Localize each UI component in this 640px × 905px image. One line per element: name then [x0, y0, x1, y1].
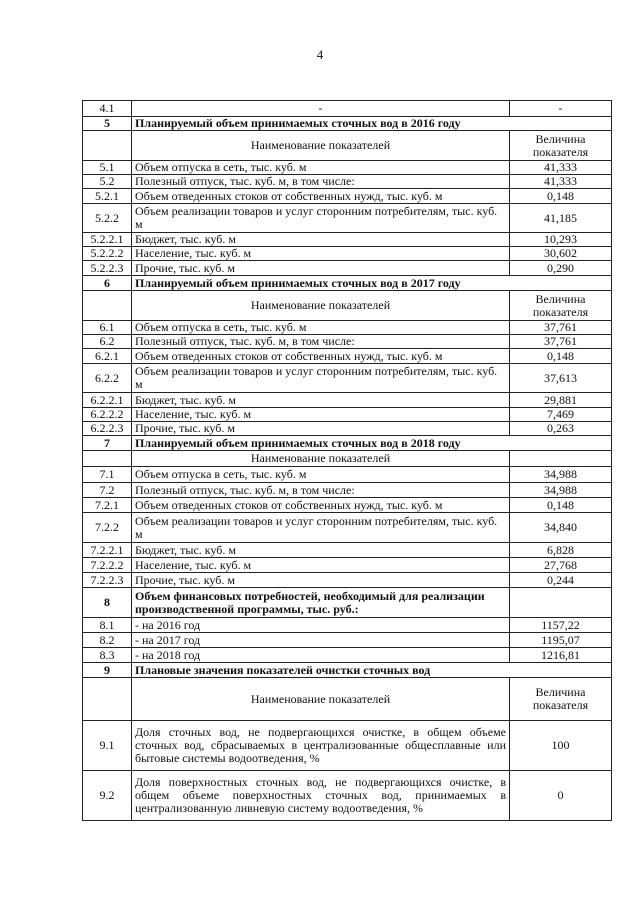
column-header-row [83, 131, 612, 161]
section-header-row [83, 436, 612, 451]
row-number: 5.1 [83, 161, 132, 175]
table-row [83, 335, 612, 349]
table-row [83, 498, 612, 513]
indicator-name: Объем отведенных стоков от собственных нужд, тыс. куб. м [132, 349, 510, 364]
table-row [83, 321, 612, 335]
row-number: 5.2.1 [83, 189, 132, 204]
section-title: Планируемый объем принимаемых сточных вод в 2016 году [132, 117, 612, 131]
indicator-name: Население, тыс. куб. м [132, 558, 510, 573]
row-number: 5.2.2.2 [83, 247, 132, 261]
indicator-value: 41,185 [510, 204, 612, 233]
table-row [83, 422, 612, 436]
indicator-value: 6,828 [510, 543, 612, 558]
indicator-name: Прочие, тыс. куб. м [132, 573, 510, 588]
indicator-name: Объем отведенных стоков от собственных нужд, тыс. куб. м [132, 189, 510, 204]
table-row [83, 204, 612, 233]
row-number: 9.1 [83, 721, 132, 771]
table-row [83, 233, 612, 247]
indicator-value: 41,333 [510, 175, 612, 189]
indicator-name: Доля сточных вод, не подвергающихся очистке, в общем объеме сточных вод, сбрасываемых в централизованные общесплавные или бытовые системы водоотведения, % [132, 721, 510, 771]
table-row [83, 771, 612, 821]
indicator-value: 37,761 [510, 321, 612, 335]
table-row [83, 175, 612, 189]
indicator-name: Прочие, тыс. куб. м [132, 261, 510, 276]
indicator-name: Доля поверхностных сточных вод, не подвергающихся очистке, в общем объеме поверхностных сточных вод, принимаемых в централизованную ливневую систему водоотведения, % [132, 771, 510, 821]
indicator-name: Население, тыс. куб. м [132, 247, 510, 261]
indicator-name: - [132, 101, 510, 117]
indicator-value: 0,244 [510, 573, 612, 588]
indicator-value-header: Величина показателя [510, 678, 612, 721]
indicator-name: - на 2017 год [132, 633, 510, 648]
indicator-value: 37,761 [510, 335, 612, 349]
row-number: 6.2.2 [83, 364, 132, 393]
indicator-value: 100 [510, 721, 612, 771]
row-number-cell [83, 131, 132, 161]
section-title: Планируемый объем принимаемых сточных вод в 2017 году [132, 276, 612, 291]
indicator-name-header: Наименование показателей [132, 291, 510, 321]
indicator-value: 0,148 [510, 349, 612, 364]
indicator-name: Объем отпуска в сеть, тыс. куб. м [132, 467, 510, 483]
row-number: 6.2.1 [83, 349, 132, 364]
table-row [83, 189, 612, 204]
indicator-name-header: Наименование показателей [132, 678, 510, 721]
indicator-name: Бюджет, тыс. куб. м [132, 393, 510, 408]
table-row [83, 721, 612, 771]
row-number: 7.2.2.1 [83, 543, 132, 558]
indicator-value: 34,988 [510, 483, 612, 498]
indicator-name: Объем реализации товаров и услуг сторонним потребителям, тыс. куб. м [132, 513, 510, 543]
table-row [83, 558, 612, 573]
indicator-name: - на 2018 год [132, 648, 510, 663]
table-row [83, 393, 612, 408]
indicator-name: Объем отпуска в сеть, тыс. куб. м [132, 161, 510, 175]
indicator-value: 34,840 [510, 513, 612, 543]
indicator-value: 0 [510, 771, 612, 821]
indicator-value-header [510, 451, 612, 467]
indicator-name: Объем отпуска в сеть, тыс. куб. м [132, 321, 510, 335]
section-title: Объем финансовых потребностей, необходимый для реализации производственной программы, тыс. руб.: [132, 588, 510, 618]
section-header-row [83, 117, 612, 131]
indicator-name: Бюджет, тыс. куб. м [132, 233, 510, 247]
indicator-value: 41,333 [510, 161, 612, 175]
indicator-value: 27,768 [510, 558, 612, 573]
section-header-row [83, 663, 612, 678]
indicator-value: 29,881 [510, 393, 612, 408]
table-row [83, 648, 612, 663]
row-number: 7.2.2.2 [83, 558, 132, 573]
indicator-value: 0,290 [510, 261, 612, 276]
column-header-row [83, 678, 612, 721]
section-number: 5 [83, 117, 132, 131]
indicator-value: 37,613 [510, 364, 612, 393]
table-row [83, 543, 612, 558]
section-number: 6 [83, 276, 132, 291]
section-header-row [83, 588, 612, 618]
indicator-name: Полезный отпуск, тыс. куб. м, в том числе: [132, 483, 510, 498]
indicator-name: Население, тыс. куб. м [132, 408, 510, 422]
table-row [83, 573, 612, 588]
indicator-name: Объем отведенных стоков от собственных нужд, тыс. куб. м [132, 498, 510, 513]
section-number: 7 [83, 436, 132, 451]
indicator-name-header: Наименование показателей [132, 131, 510, 161]
table-row [83, 618, 612, 633]
table-row [83, 408, 612, 422]
table-row [83, 247, 612, 261]
table-row [83, 483, 612, 498]
section-title: Плановые значения показателей очистки сточных вод [132, 663, 612, 678]
column-header-row [83, 291, 612, 321]
indicator-value-header: Величина показателя [510, 291, 612, 321]
row-number: 5.2.2.3 [83, 261, 132, 276]
row-number: 5.2.2 [83, 204, 132, 233]
row-number: 7.1 [83, 467, 132, 483]
section-title: Планируемый объем принимаемых сточных вод в 2018 году [132, 436, 612, 451]
section-number: 8 [83, 588, 132, 618]
table-row [83, 261, 612, 276]
indicator-name-header: Наименование показателей [132, 451, 510, 467]
page-number: 4 [316, 47, 324, 62]
row-number: 9.2 [83, 771, 132, 821]
row-number: 6.2.2.1 [83, 393, 132, 408]
section-header-row [83, 276, 612, 291]
row-number: 6.2 [83, 335, 132, 349]
column-header-row [83, 451, 612, 467]
row-number: 8.1 [83, 618, 132, 633]
row-number: 7.2 [83, 483, 132, 498]
row-number: 7.2.2.3 [83, 573, 132, 588]
indicators-table [82, 100, 612, 821]
row-number: 6.1 [83, 321, 132, 335]
indicator-name: Полезный отпуск, тыс. куб. м, в том числе: [132, 175, 510, 189]
table-row [83, 467, 612, 483]
indicator-name: Объем реализации товаров и услуг сторонним потребителям, тыс. куб. м [132, 204, 510, 233]
indicator-value: 1216,81 [510, 648, 612, 663]
row-number: 7.2.2 [83, 513, 132, 543]
indicator-value: 1195,07 [510, 633, 612, 648]
row-number-cell [83, 451, 132, 467]
indicator-value: 0,148 [510, 189, 612, 204]
row-number: 8.2 [83, 633, 132, 648]
table-row [83, 101, 612, 117]
indicator-name: Объем реализации товаров и услуг сторонним потребителям, тыс. куб. м [132, 364, 510, 393]
row-number: 5.2.2.1 [83, 233, 132, 247]
row-number: 4.1 [83, 101, 132, 117]
row-number: 7.2.1 [83, 498, 132, 513]
indicator-value: 34,988 [510, 467, 612, 483]
indicator-name: Бюджет, тыс. куб. м [132, 543, 510, 558]
indicator-value: 0,148 [510, 498, 612, 513]
indicator-value-header: Величина показателя [510, 131, 612, 161]
table-row [83, 633, 612, 648]
section-number: 9 [83, 663, 132, 678]
table-row [83, 161, 612, 175]
indicator-value: 1157,22 [510, 618, 612, 633]
section-value [510, 588, 612, 618]
row-number: 5.2 [83, 175, 132, 189]
row-number: 8.3 [83, 648, 132, 663]
row-number: 6.2.2.2 [83, 408, 132, 422]
row-number-cell [83, 291, 132, 321]
table-row [83, 513, 612, 543]
table-row [83, 364, 612, 393]
table-row [83, 349, 612, 364]
indicator-name: Прочие, тыс. куб. м [132, 422, 510, 436]
indicator-name: - на 2016 год [132, 618, 510, 633]
indicator-value: 0,263 [510, 422, 612, 436]
indicator-value: 10,293 [510, 233, 612, 247]
row-number: 6.2.2.3 [83, 422, 132, 436]
indicator-value: - [510, 101, 612, 117]
indicator-name: Полезный отпуск, тыс. куб. м, в том числе: [132, 335, 510, 349]
indicator-value: 7,469 [510, 408, 612, 422]
indicator-value: 30,602 [510, 247, 612, 261]
row-number-cell [83, 678, 132, 721]
